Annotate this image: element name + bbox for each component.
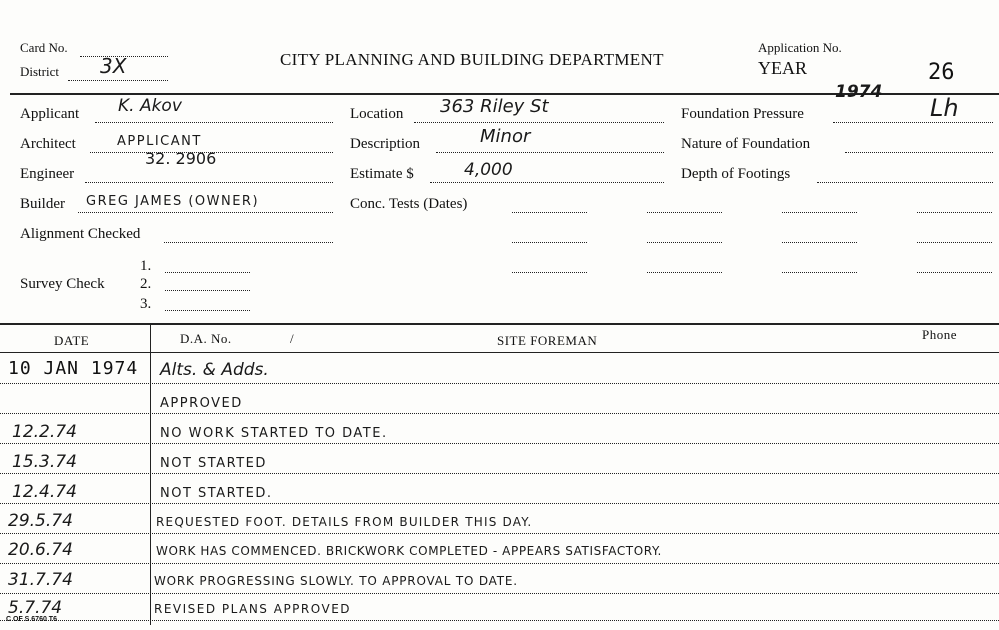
form-code: C OF S 6760 T6	[6, 616, 57, 623]
year-label: YEAR	[758, 58, 807, 78]
nature-label: Nature of Foundation	[681, 136, 811, 152]
log-entry: WORK PROGRESSING SLOWLY. TO APPROVAL TO DATE.	[154, 574, 518, 588]
nature-line	[845, 152, 993, 153]
conc-test-line	[917, 212, 992, 213]
district-label: District	[20, 64, 59, 79]
log-date: 5.7.74	[8, 598, 63, 618]
location-line	[414, 122, 664, 123]
depth-line	[817, 182, 993, 183]
survey-label: Survey Check	[20, 276, 105, 292]
foundation-pressure-year: 1974	[835, 82, 883, 102]
district-line	[68, 80, 168, 81]
location-value: 363 Riley St	[440, 96, 549, 117]
application-no-value: 26	[928, 60, 955, 85]
log-row-line	[0, 473, 999, 474]
da-slash: /	[290, 331, 295, 346]
estimate-line	[430, 182, 664, 183]
engineer-label: Engineer	[20, 166, 75, 182]
builder-value: GREG JAMES (OWNER)	[86, 194, 260, 209]
log-row-line	[0, 413, 999, 414]
depth-label: Depth of Footings	[681, 166, 791, 182]
application-no-label: Application No.	[758, 40, 842, 55]
conc-test-line	[782, 212, 857, 213]
log-date: 31.7.74	[8, 570, 73, 590]
log-date: 29.5.74	[8, 511, 73, 531]
log-row-line	[0, 443, 999, 444]
applicant-label: Applicant	[20, 106, 80, 122]
log-entry: Alts. & Adds.	[160, 360, 269, 380]
log-entry: REVISED PLANS APPROVED	[154, 602, 352, 616]
log-entry: NOT STARTED	[160, 456, 267, 471]
foundation-pressure-line	[833, 122, 993, 123]
log-date: 10 JAN 1974	[8, 358, 139, 379]
conc-test-line	[782, 242, 857, 243]
survey-1-line	[165, 272, 250, 273]
log-date: 12.2.74	[12, 422, 77, 442]
table-header-rule	[0, 352, 999, 353]
date-header: DATE	[54, 333, 90, 348]
survey-2-line	[165, 290, 250, 291]
district-value: 3X	[100, 54, 127, 78]
architect-label: Architect	[20, 136, 76, 152]
log-date: 12.4.74	[12, 482, 77, 502]
survey-3-line	[165, 310, 250, 311]
survey-3-label: 3.	[140, 296, 152, 312]
log-entry: APPROVED	[160, 396, 243, 411]
architect-value: APPLICANT	[117, 134, 202, 149]
log-entry: NOT STARTED.	[160, 486, 273, 501]
conc-tests-label: Conc. Tests (Dates)	[350, 196, 468, 212]
alignment-label: Alignment Checked	[20, 226, 141, 242]
foundation-pressure-label: Foundation Pressure	[681, 106, 804, 122]
log-row-line	[0, 593, 999, 594]
log-date: 15.3.74	[12, 452, 77, 472]
date-column-divider	[150, 323, 151, 625]
log-entry: WORK HAS COMMENCED. BRICKWORK COMPLETED - APPEARS SATISFACTORY.	[156, 544, 662, 558]
estimate-value: 4,000	[464, 160, 513, 180]
log-row-line	[0, 503, 999, 504]
log-row-line	[0, 563, 999, 564]
foundation-pressure-mark: Lh	[930, 94, 959, 122]
conc-test-line	[917, 272, 992, 273]
conc-test-line	[512, 242, 587, 243]
architect-phone: 32. 2906	[145, 149, 217, 168]
log-row-line	[0, 383, 999, 384]
department-title: CITY PLANNING AND BUILDING DEPARTMENT	[280, 50, 664, 69]
conc-test-line	[512, 272, 587, 273]
survey-1-label: 1.	[140, 258, 152, 274]
description-line	[436, 152, 664, 153]
estimate-label: Estimate $	[350, 166, 414, 182]
description-label: Description	[350, 136, 420, 152]
conc-test-line	[917, 242, 992, 243]
log-entry: REQUESTED FOOT. DETAILS FROM BUILDER THIS DAY.	[156, 515, 533, 529]
applicant-value: K. Akov	[118, 96, 182, 116]
location-label: Location	[350, 106, 404, 122]
conc-test-line	[782, 272, 857, 273]
applicant-line	[95, 122, 333, 123]
conc-test-line	[647, 272, 722, 273]
log-entry: NO WORK STARTED TO DATE.	[160, 426, 388, 441]
phone-header: Phone	[922, 327, 957, 342]
conc-test-line	[512, 212, 587, 213]
log-date: 20.6.74	[8, 540, 73, 560]
log-row-line	[0, 620, 999, 621]
survey-2-label: 2.	[140, 276, 152, 292]
da-no-header: D.A. No.	[180, 331, 232, 346]
engineer-line	[85, 182, 333, 183]
conc-test-line	[647, 212, 722, 213]
card-no-label: Card No.	[20, 40, 68, 55]
builder-line	[78, 212, 333, 213]
builder-label: Builder	[20, 196, 65, 212]
site-foreman-header: SITE FOREMAN	[497, 333, 598, 348]
conc-test-line	[647, 242, 722, 243]
log-row-line	[0, 533, 999, 534]
description-value: Minor	[480, 126, 531, 147]
alignment-line	[164, 242, 333, 243]
